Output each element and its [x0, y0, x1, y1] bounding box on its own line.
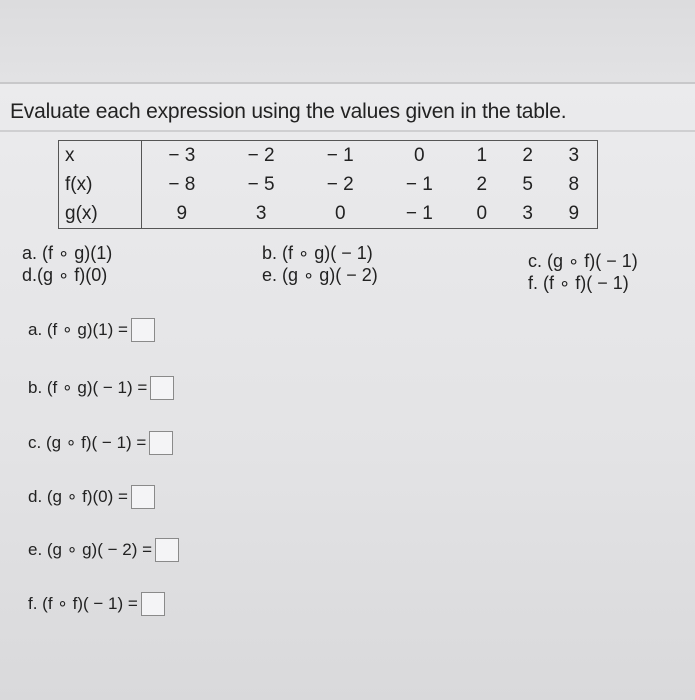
expressions-col-3 — [528, 250, 638, 294]
expression-a: a. (f ∘ g)(1) — [22, 243, 113, 263]
answer-input[interactable] — [149, 431, 173, 455]
table-cell: − 8 — [168, 173, 196, 195]
answer-input[interactable] — [150, 376, 174, 400]
table-cell: 5 — [522, 173, 533, 195]
answer-row-d — [28, 485, 155, 509]
expression-c: c. (g ∘ f)( − 1) — [528, 251, 638, 271]
answer-input[interactable] — [141, 592, 165, 616]
divider — [0, 130, 695, 132]
table-row-x — [59, 141, 598, 171]
answer-input[interactable] — [155, 538, 179, 562]
table-cell: 3 — [568, 144, 580, 166]
answer-input[interactable] — [131, 318, 155, 342]
answer-label: b. (f ∘ g)( − 1) = — [28, 378, 148, 397]
table-cell: − 1 — [326, 144, 354, 166]
table-cell: − 5 — [247, 173, 275, 195]
top-band — [0, 0, 695, 84]
table-cell: − 1 — [405, 173, 433, 195]
answer-row-e — [28, 538, 179, 562]
table-cell: 2 — [522, 144, 533, 166]
answer-row-c — [28, 431, 173, 455]
expression-b: b. (f ∘ g)( − 1) — [262, 243, 373, 263]
table-cell: 0 — [334, 202, 346, 224]
answer-row-a — [28, 318, 155, 342]
answer-label: f. (f ∘ f)( − 1) = — [28, 594, 138, 613]
answer-input[interactable] — [131, 485, 155, 509]
table-cell: 0 — [476, 202, 488, 224]
expression-e: e. (g ∘ g)( − 2) — [262, 265, 378, 285]
expressions-col-1 — [22, 242, 112, 286]
answer-label: d. (g ∘ f)(0) = — [28, 487, 128, 506]
table-cell: − 1 — [405, 202, 433, 224]
values-table — [58, 140, 598, 229]
row-label: x — [59, 141, 142, 171]
answer-label: e. (g ∘ g)( − 2) = — [28, 540, 153, 559]
table-cell: − 2 — [326, 173, 354, 195]
table-row-g — [59, 199, 598, 229]
table-row-f — [59, 170, 598, 199]
table-cell: 8 — [568, 173, 580, 195]
table-cell: 2 — [476, 173, 488, 195]
table-cell: − 2 — [247, 144, 275, 166]
answer-label: c. (g ∘ f)( − 1) = — [28, 433, 147, 452]
answer-row-f — [28, 592, 165, 616]
table-cell: 3 — [255, 202, 267, 224]
row-label: f(x) — [59, 170, 142, 199]
expressions-col-2 — [262, 242, 378, 286]
table-cell: 1 — [476, 144, 488, 166]
table-cell: 3 — [522, 202, 533, 224]
expression-f: f. (f ∘ f)( − 1) — [528, 273, 629, 293]
table-cell: 0 — [414, 144, 425, 166]
expression-d: d.(g ∘ f)(0) — [22, 265, 108, 285]
answer-row-b — [28, 376, 174, 400]
table-cell: − 3 — [168, 144, 196, 166]
answer-label: a. (f ∘ g)(1) = — [28, 320, 128, 339]
question-prompt: Evaluate each expression using the values given in the table. — [10, 100, 567, 123]
row-label: g(x) — [59, 199, 142, 229]
table-cell: 9 — [176, 202, 188, 224]
table-cell: 9 — [568, 202, 580, 224]
